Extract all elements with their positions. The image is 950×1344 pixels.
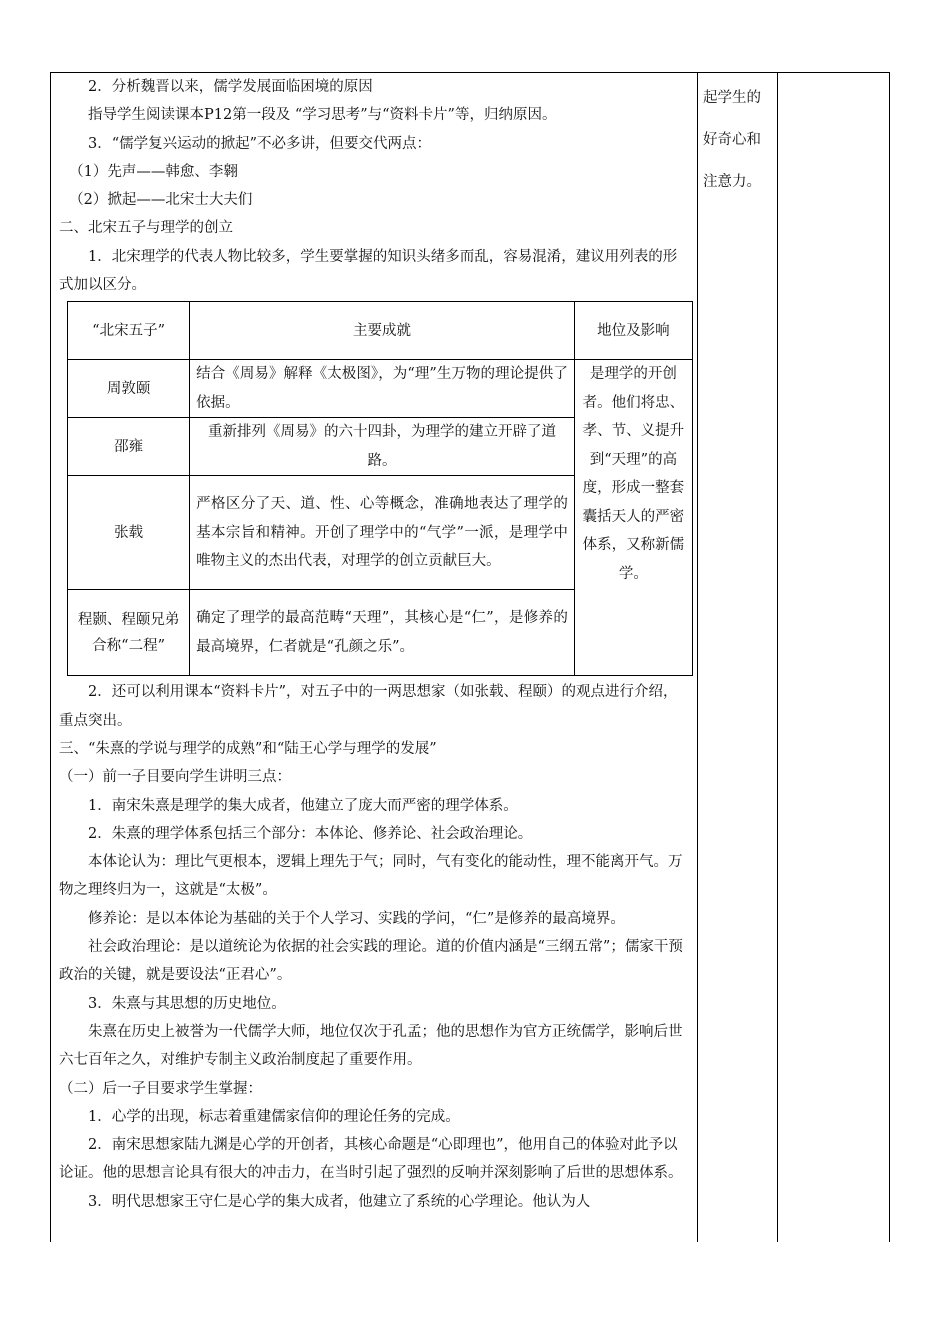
header-scholars: “北宋五子” — [68, 302, 190, 360]
scholars-table — [67, 301, 693, 676]
paragraph: 3．明代思想家王守仁是心学的集大成者，他建立了系统的心学理论。他认为人 — [88, 1193, 591, 1210]
side-note-line: 注意力。 — [703, 174, 761, 190]
paragraph: 指导学生阅读课本P12第一段及 “学习思考”与“资料卡片”等，归纳原因。 — [88, 107, 557, 124]
side-note — [699, 73, 775, 203]
scholar-name: 张载 — [68, 476, 190, 590]
scholar-achievement: 严格区分了天、道、性、心等概念，准确地表达了理学的基本宗旨和精神。开创了理学中的“气学”一派，是理学中唯物主义的杰出代表，对理学的创立贡献巨大。 — [190, 476, 575, 590]
paragraph: 2．分析魏晋以来，儒学发展面临困境的原因 — [88, 79, 373, 95]
paragraph: 二、北宋五子与理学的创立 — [59, 220, 233, 237]
scholar-name: 周敦颐 — [68, 360, 190, 418]
main-content — [51, 73, 697, 1216]
paragraph: 修养论：是以本体论为基础的关于个人学习、实践的学问，“仁”是修养的最高境界。 — [88, 910, 625, 927]
paragraph: 3．朱熹与其思想的历史地位。 — [88, 995, 286, 1012]
paragraph: （1）先声——韩愈、李翱 — [69, 163, 238, 180]
scholar-achievement: 确定了理学的最高范畴“天理”，其核心是“仁”，是修养的最高境界，仁者就是“孔颜之乐”。 — [190, 590, 575, 676]
content-top — [59, 73, 691, 299]
paragraph: 2．朱熹的理学体系包括三个部分：本体论、修养论、社会政治理论。 — [88, 825, 533, 842]
side-note-line: 起学生的 — [703, 90, 761, 106]
header-achievements: 主要成就 — [190, 302, 575, 360]
paragraph: 1．北宋理学的代表人物比较多，学生要掌握的知识头绪多而乱，容易混淆，建议用列表的形式加以区分。 — [59, 248, 678, 294]
paragraph: 2．还可以利用课本“资料卡片”，对五子中的一两思想家（如张载、程颐）的观点进行介绍，重点突出。 — [59, 684, 678, 729]
side-note-line: 好奇心和 — [703, 132, 761, 148]
scholar-achievement: 重新排列《周易》的六十四卦，为理学的建立开辟了道路。 — [190, 418, 575, 476]
header-impact: 地位及影响 — [574, 302, 692, 360]
paragraph: 1．南宋朱熹是理学的集大成者，他建立了庞大而严密的理学体系。 — [88, 797, 518, 814]
paragraph: 3．“儒学复兴运动的掀起”不必多讲，但要交代两点： — [88, 135, 432, 152]
paragraph: 朱熹在历史上被誉为一代儒学大师，地位仅次于孔孟；他的思想作为官方正统儒学，影响后世六七百年之久，对维护专制主义政治制度起了重要作用。 — [59, 1023, 683, 1069]
content-bottom — [59, 678, 691, 1216]
paragraph: （一）前一子目要向学生讲明三点： — [59, 769, 291, 786]
paragraph: （二）后一子目要求学生掌握： — [59, 1080, 262, 1097]
paragraph: 社会政治理论：是以道统论为依据的社会实践的理论。道的价值内涵是“三纲五常”；儒家干预政治的关键，就是要设法“正君心”。 — [59, 939, 683, 984]
scholars-impact: 是理学的开创者。他们将忠、孝、节、义提升到“天理”的高度，形成一整套囊括天人的严密体系，又称新儒学。 — [574, 360, 692, 676]
scholar-name: 程颢、程颐兄弟合称“二程” — [68, 590, 190, 676]
paragraph: 本体论认为：理比气更根本，逻辑上理先于气；同时，气有变化的能动性，理不能离开气。万物之理终归为一，这就是“太极”。 — [59, 854, 683, 899]
paragraph: 2．南宋思想家陆九渊是心学的开创者，其核心命题是“心即理也”，他用自己的体验对此予以论证。他的思想言论具有很大的冲击力，在当时引起了强烈的反响并深刻影响了后世的思想体系。 — [59, 1137, 683, 1182]
paragraph: 1．心学的出现，标志着重建儒家信仰的理论任务的完成。 — [88, 1108, 460, 1125]
paragraph: （2）掀起——北宋士大夫们 — [69, 192, 253, 209]
column-divider — [777, 73, 778, 1242]
paragraph: 三、“朱熹的学说与理学的成熟”和“陆王心学与理学的发展” — [59, 740, 437, 757]
scholar-name: 邵雍 — [68, 418, 190, 476]
scholar-achievement: 结合《周易》解释《太极图》，为“理”生万物的理论提供了依据。 — [190, 360, 575, 418]
column-divider — [697, 73, 698, 1242]
page-table — [50, 72, 890, 1242]
